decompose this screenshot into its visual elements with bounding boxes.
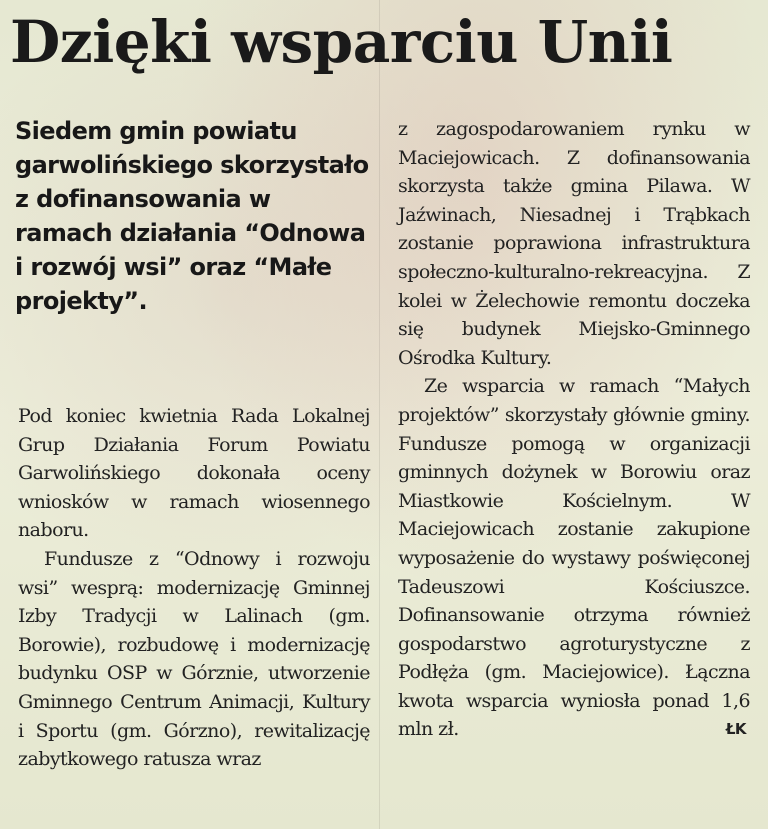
article-column-left [18, 402, 370, 774]
article-paragraph [398, 372, 750, 744]
article-column-right [398, 115, 750, 744]
article-headline: Dzięki wsparciu Unii [10, 8, 673, 76]
column-divider [379, 0, 380, 829]
article-paragraph: Fundusze z “Odnowy i rozwoju wsi” wesprą: modernizację Gminnej Izby Tradycji w Lalinach (gm. Borowie), rozbudowę i modernizację budynku OSP w Górznie, utworzenie Gminnego Centrum Animacji, Kultury i Sportu (gm. Górzno), rewitalizację zabytkowego ratusza wraz [18, 547, 370, 771]
article-paragraph-text: Ze wsparcia w ramach “Małych projektów” skorzystały głównie gminy. Fundusze pomogą w organizacji gminnych dożynek w Borowiu oraz Miastkowie Kościelnym. W Maciejowicach zostanie zakupione wyposażenie do wystawy poświęconej Tadeuszowi Kościuszce. Dofinansowanie otrzyma również gospodarstwo agroturystyczne z Podłęża (gm. Maciejowice). Łączna kwota wsparcia wyniosła ponad 1,6 mln zł. [398, 375, 750, 741]
article-paragraph: z zagospodarowaniem rynku w Maciejowicach. Z dofinansowania skorzysta także gmina Pilawa. W Jaźwinach, Niesadnej i Trąbkach zostanie poprawiona infrastruktura społeczno-kulturalno-rekreacyjna. Z kolei w Żelechowie remontu doczeka się budynek Miejsko-Gminnego Ośrodka Kultury. [398, 118, 750, 369]
author-initials: ŁK [725, 720, 746, 739]
article-lead: Siedem gmin powiatu garwolińskiego skorzystało z dofinansowania w ramach działania “Odnowa i rozwój wsi” oraz “Małe projekty”. [15, 117, 369, 315]
article-paragraph: Pod koniec kwietnia Rada Lokalnej Grup Działania Forum Powiatu Garwolińskiego dokonała oceny wniosków w ramach wiosennego naboru. [18, 405, 370, 542]
